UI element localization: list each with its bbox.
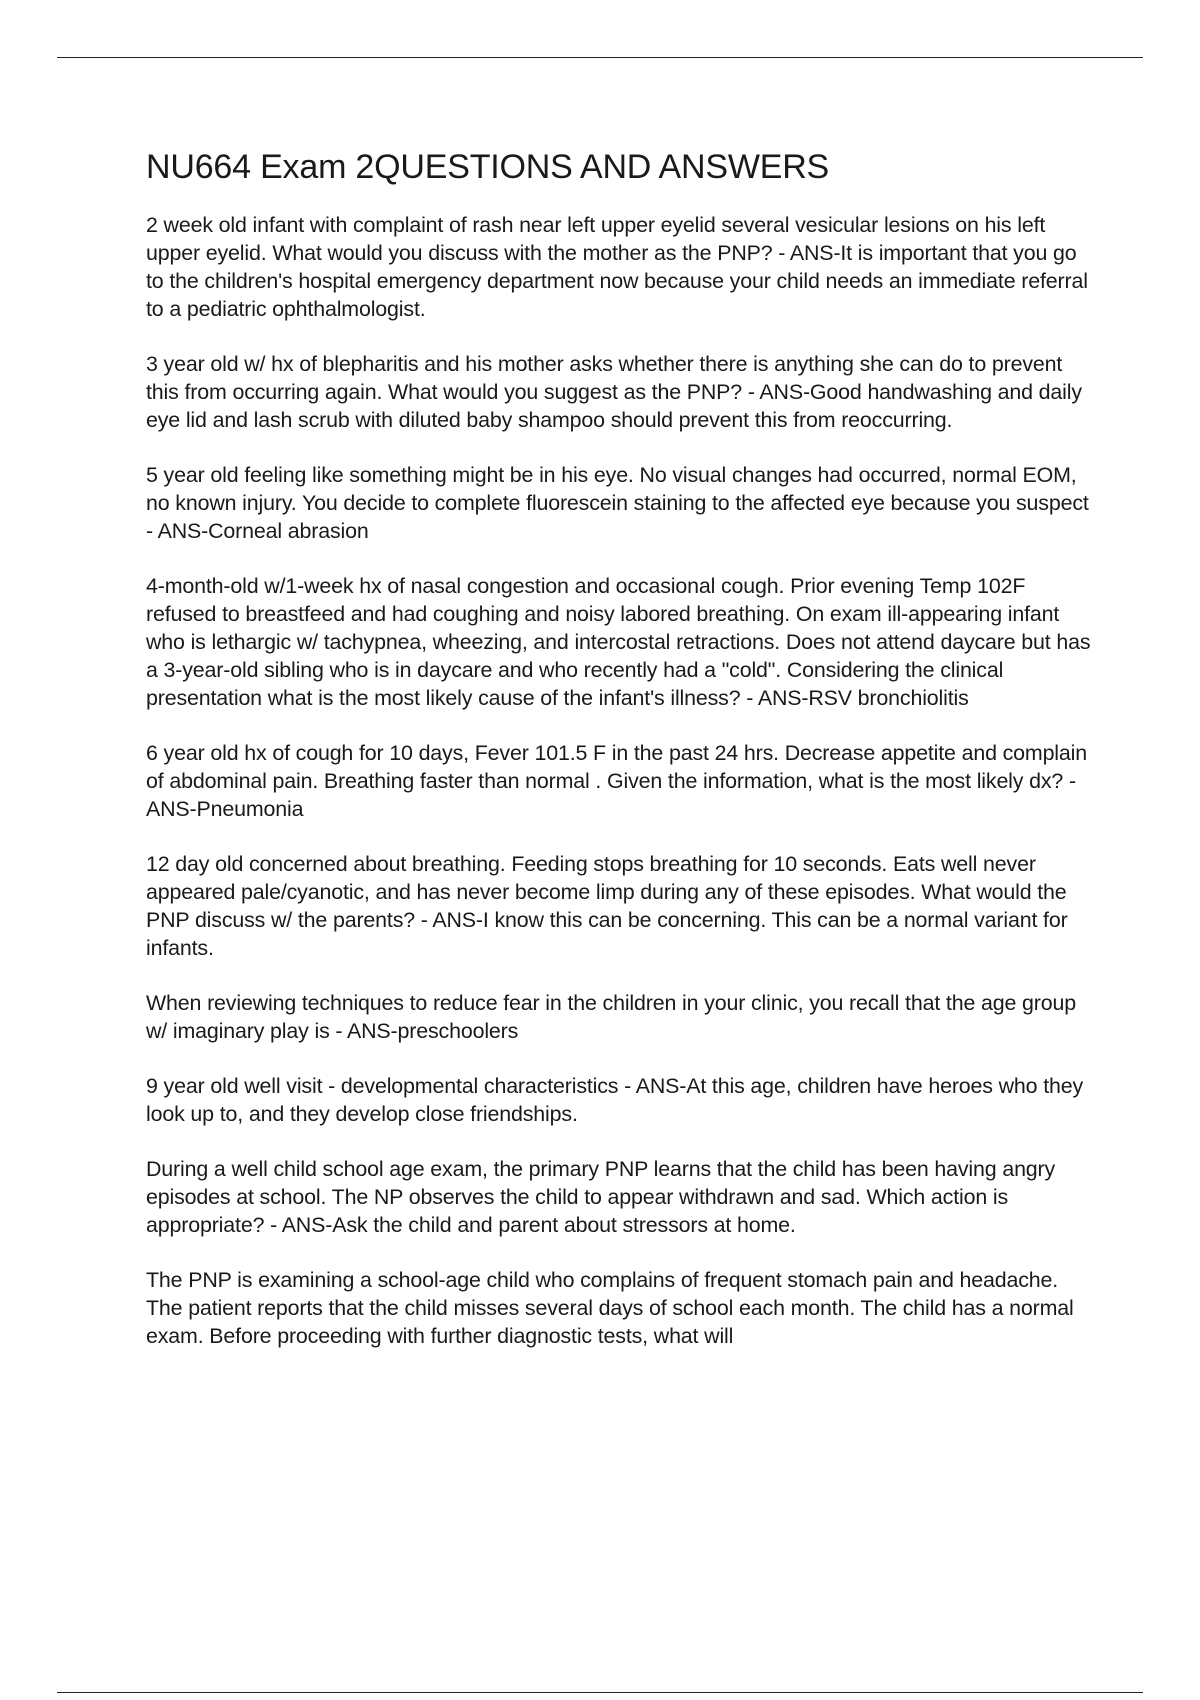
document-body xyxy=(146,143,1096,1377)
qa-entry: 5 year old feeling like something might be in his eye. No visual changes had occurred, normal EOM, no known injury. You decide to complete fluorescein staining to the affected eye because you suspect - ANS-Corneal abrasion xyxy=(146,463,1089,543)
qa-entry: 4-month-old w/1-week hx of nasal congestion and occasional cough. Prior evening Temp 102F refused to breastfeed and had coughing and noisy labored breathing. On exam ill-appearing infant who is lethargic w/ tachypnea, wheezing, and intercostal retractions. Does not attend daycare but has a 3-year-old sibling who is in daycare and who recently had a "cold". Considering the clinical presentation what is the most likely cause of the infant's illness? - ANS-RSV bronchiolitis xyxy=(146,574,1091,710)
qa-entry: 2 week old infant with complaint of rash near left upper eyelid several vesicular lesions on his left upper eyelid. What would you discuss with the mother as the PNP? - ANS-It is important that you go to the children's hospital emergency department now because your child needs an immediate referral to a pediatric ophthalmologist. xyxy=(146,213,1088,321)
qa-entry: 3 year old w/ hx of blepharitis and his mother asks whether there is anything she can do to prevent this from occurring again. What would you suggest as the PNP? - ANS-Good handwashing and daily eye lid and lash scrub with diluted baby shampoo should prevent this from reoccurring. xyxy=(146,352,1082,432)
qa-entry: 9 year old well visit - developmental characteristics - ANS-At this age, children have heroes who they look up to, and they develop close friendships. xyxy=(146,1074,1084,1126)
document-title: NU664 Exam 2QUESTIONS AND ANSWERS xyxy=(146,148,830,186)
qa-entry: 12 day old concerned about breathing. Feeding stops breathing for 10 seconds. Eats well never appeared pale/cyanotic, and has never become limp during any of these episodes. What would the PNP discuss w/ the parents? - ANS-I know this can be concerning. This can be a normal variant for infants. xyxy=(146,852,1068,960)
qa-entry: During a well child school age exam, the primary PNP learns that the child has been having angry episodes at school. The NP observes the child to appear withdrawn and sad. Which action is appropriate? - ANS-Ask the child and parent about stressors at home. xyxy=(146,1157,1056,1237)
top-divider xyxy=(57,57,1143,58)
qa-entry: 6 year old hx of cough for 10 days, Fever 101.5 F in the past 24 hrs. Decrease appetite and complain of abdominal pain. Breathing faster than normal . Given the information, what is the most likely dx? - ANS-Pneumonia xyxy=(146,741,1088,821)
qa-entry: When reviewing techniques to reduce fear in the children in your clinic, you recall that the age group w/ imaginary play is - ANS-preschoolers xyxy=(146,991,1076,1043)
qa-entry: The PNP is examining a school-age child who complains of frequent stomach pain and headache. The patient reports that the child misses several days of school each month. The child has a normal exam. Before proceeding with further diagnostic tests, what will xyxy=(146,1268,1074,1348)
bottom-divider xyxy=(57,1692,1143,1693)
